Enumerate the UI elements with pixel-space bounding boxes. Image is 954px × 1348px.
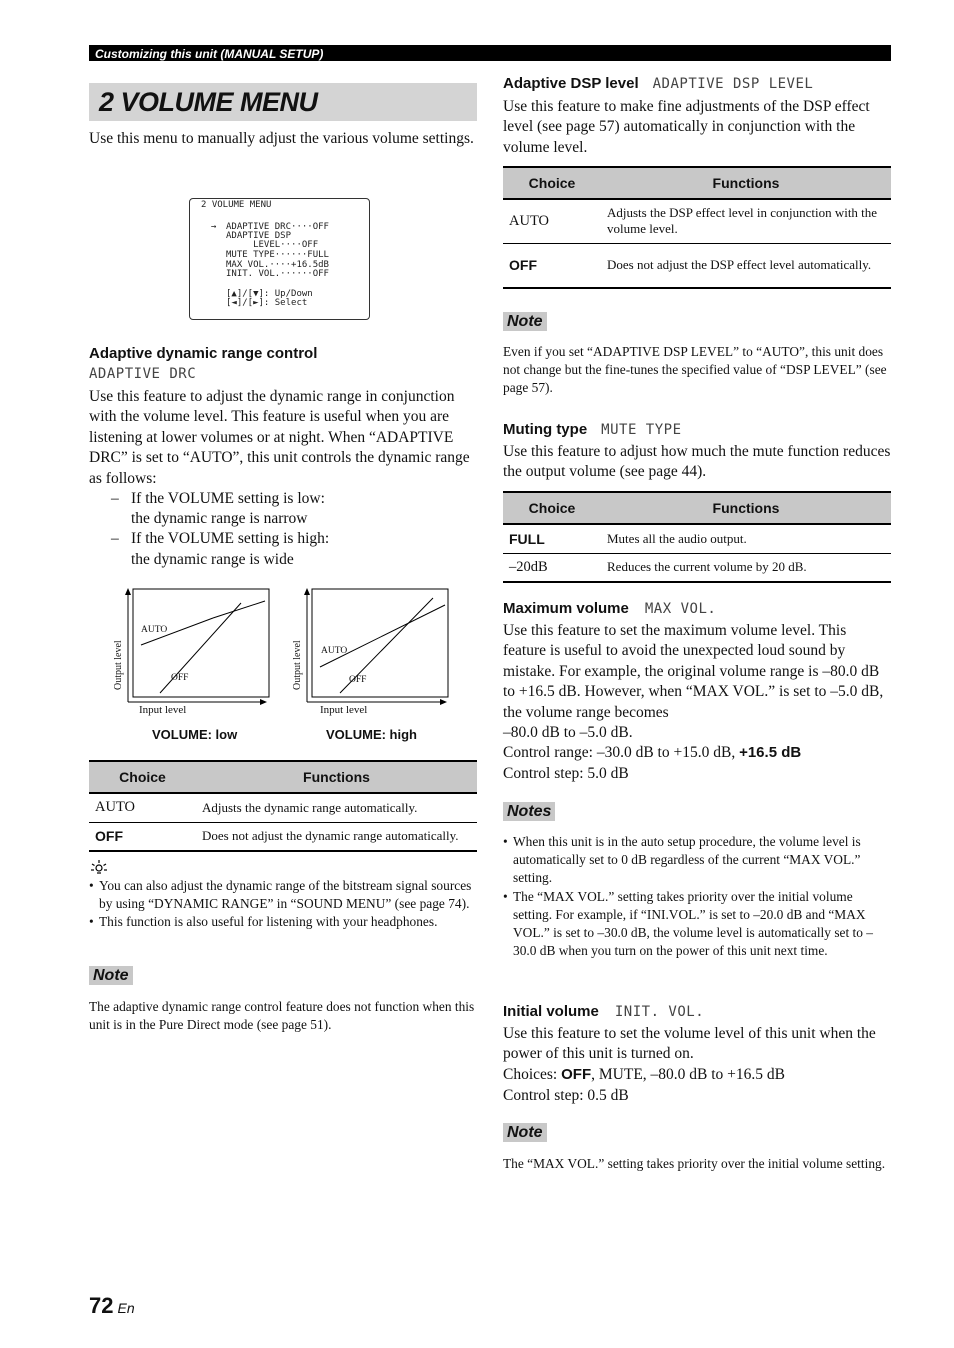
graph-high-xlabel: Input level — [320, 704, 368, 716]
initvol-choices-rest: , MUTE, –80.0 dB to +16.5 dB — [591, 1066, 786, 1083]
table-row — [503, 243, 891, 288]
maxvol-control-step: Control step: 5.0 dB — [503, 765, 629, 782]
table-row — [503, 524, 891, 553]
graph-low-off-label: OFF — [171, 673, 189, 683]
initvol-body: Use this feature to set the volume level of this unit when the power of this unit is turned on. — [503, 1025, 876, 1063]
graph-high-ylabel: Output level — [292, 640, 303, 690]
maxvol-notes-tag-wrap — [503, 802, 555, 822]
table-cell-function: Does not adjust the dynamic range automatically. — [196, 822, 477, 851]
table-cell-choice: OFF — [89, 822, 196, 851]
drc-tips-list — [89, 877, 477, 932]
section-header-text: Customizing this unit (MANUAL SETUP) — [95, 47, 324, 61]
dsp-note-text: Even if you set “ADAPTIVE DSP LEVEL” to “AUTO”, this unit does not change but the fine-tunes the specified value of “DSP LEVEL” (see page 57). — [503, 344, 887, 396]
drc-item2-line2: the dynamic range is wide — [131, 551, 294, 568]
drc-graphs — [105, 585, 475, 720]
mute-heading-row — [503, 421, 682, 439]
drc-lcd-label: ADAPTIVE DRC — [89, 366, 197, 382]
maxvol-heading-row — [503, 600, 716, 618]
graph-high-x-arrow — [440, 699, 447, 705]
graph-high-caption: VOLUME: high — [326, 727, 417, 742]
menu-help-updown: [▲]/[▼]: Up/Down — [226, 289, 313, 299]
table-cell-function: Does not adjust the DSP effect level automatically. — [601, 243, 891, 288]
drc-choice-table — [89, 760, 477, 852]
maxvol-range: –80.0 dB to –5.0 dB. — [503, 724, 633, 741]
dsp-heading: Adaptive DSP level — [503, 75, 639, 92]
table-cell-choice: AUTO — [503, 199, 601, 243]
drc-heading: Adaptive dynamic range control — [89, 345, 318, 362]
graph-low-caption: VOLUME: low — [152, 727, 238, 742]
menu-line: ADAPTIVE DRC····OFF — [226, 222, 329, 232]
maxvol-default-value: +16.5 dB — [739, 744, 802, 761]
list-item: • You can also adjust the dynamic range of the bitstream signal sources by using “DYNAMIC RANGE” in “SOUND MENU” (see page 74). — [89, 877, 477, 913]
list-item: • This function is also useful for listening with your headphones. — [89, 913, 477, 931]
page-footer — [89, 1293, 135, 1319]
drc-item1-line2: the dynamic range is narrow — [131, 510, 308, 527]
intro-text: Use this menu to manually adjust the various volume settings. — [89, 130, 474, 147]
tip-lightbulb-icon — [89, 858, 109, 876]
menu-line: LEVEL····OFF — [226, 240, 319, 250]
maxvol-body: Use this feature to set the maximum volume level. This feature is useful to avoid the unexpected loud sound by mistake. For example, the original volume range is –80.0 dB to +16.5 dB. However, when “MAX VOL.” is set to –5.0 dB, the volume range becomes — [503, 622, 884, 721]
table-cell-function: Mutes all the audio output. — [601, 524, 891, 553]
maxvol-lcd-label: MAX VOL. — [644, 601, 717, 617]
table-cell-function: Reduces the current volume by 20 dB. — [601, 553, 891, 582]
drc-item1-line1: If the VOLUME setting is low: — [131, 490, 325, 507]
table-header-functions: Functions — [601, 167, 891, 199]
table-row — [503, 553, 891, 582]
mute-lcd-label: MUTE TYPE — [601, 422, 682, 438]
table-header-choice: Choice — [89, 761, 196, 793]
initvol-heading-row — [503, 1003, 704, 1021]
initvol-note-label: Note — [503, 1123, 547, 1142]
menu-line: MUTE TYPE······FULL — [226, 250, 329, 260]
dsp-choice-table — [503, 166, 891, 289]
table-row — [89, 793, 477, 822]
graph-low-auto-line2 — [213, 601, 265, 618]
graph-high-auto-line — [320, 605, 445, 667]
table-cell-function: Adjusts the DSP effect level in conjunction with the volume level. — [601, 199, 891, 243]
menu-cursor-icon: → — [211, 222, 217, 232]
graph-low-ylabel: Output level — [113, 640, 124, 690]
drc-dash: – — [111, 490, 119, 507]
maxvol-notes-list — [503, 833, 891, 960]
table-header-functions: Functions — [601, 492, 891, 524]
table-row — [503, 199, 891, 243]
graph-low-frame — [133, 589, 269, 697]
graph-low-x-arrow — [260, 699, 267, 705]
table-cell-function: Adjusts the dynamic range automatically. — [196, 793, 477, 822]
graph-low-y-arrow — [125, 588, 131, 595]
maxvol-heading: Maximum volume — [503, 600, 629, 617]
initvol-choices-row — [503, 1065, 785, 1085]
section-header-bar — [89, 45, 891, 61]
list-item: • When this unit is in the auto setup procedure, the volume level is automatically set to 0 dB regardless of the current “MAX VOL.” setting. — [503, 833, 891, 888]
graph-low-auto-label: AUTO — [141, 625, 168, 635]
initvol-lcd-label: INIT. VOL. — [614, 1004, 705, 1020]
maxvol-control-range: Control range: –30.0 dB to +15.0 dB, — [503, 744, 740, 761]
graph-high-auto-label: AUTO — [321, 646, 348, 656]
menu-line: MAX VOL.····+16.5dB — [226, 260, 329, 270]
table-row — [89, 822, 477, 851]
page-number: 72 — [89, 1293, 114, 1318]
drc-note-text: The adaptive dynamic range control feature does not function when this unit is in the Pure Direct mode (see page 51). — [89, 999, 475, 1033]
list-item: • The “MAX VOL.” setting takes priority over the initial volume setting. For example, if “INI.VOL.” is set to –20.0 dB and “MAX VOL.” is set to –30.0 dB, the volume level is automatically set to –30.0 dB when you turn on the power of this unit next time. — [503, 888, 891, 961]
menu-screen — [189, 198, 370, 320]
drc-item2-line1: If the VOLUME setting is high: — [131, 530, 330, 547]
dsp-body: Use this feature to make fine adjustments of the DSP effect level (see page 57) automatically in conjunction with the volume level. — [503, 98, 870, 156]
drc-body: Use this feature to adjust the dynamic range in conjunction with the volume level. This feature is useful when you are listening at lower volumes or at night. When “ADAPTIVE DRC” is set to “AUTO”, this unit controls the dynamic range as follows: — [89, 388, 470, 487]
initvol-control-step: Control step: 0.5 dB — [503, 1087, 629, 1104]
dsp-note-label: Note — [503, 312, 547, 331]
initvol-default-choice: OFF — [561, 1066, 592, 1083]
page-title-box — [89, 83, 477, 121]
drc-dash: – — [111, 530, 119, 547]
mute-body: Use this feature to adjust how much the mute function reduces the output volume (see page 44). — [503, 443, 891, 481]
table-cell-choice: AUTO — [89, 793, 196, 822]
graph-high-y-arrow — [304, 588, 310, 595]
table-header-functions: Functions — [196, 761, 477, 793]
page-language: En — [117, 1300, 135, 1316]
graph-low-xlabel: Input level — [139, 704, 187, 716]
drc-note-tag-wrap — [89, 966, 133, 986]
mute-choice-table — [503, 491, 891, 583]
mute-heading: Muting type — [503, 421, 588, 438]
maxvol-notes-label: Notes — [503, 802, 555, 821]
graph-high-off-label: OFF — [349, 675, 367, 685]
maxvol-control-range-row — [503, 743, 801, 763]
table-cell-choice: OFF — [503, 243, 601, 288]
initvol-heading: Initial volume — [503, 1003, 599, 1020]
menu-line: INIT. VOL.······OFF — [226, 269, 329, 279]
dsp-note-tag-wrap — [503, 312, 547, 332]
table-header-choice: Choice — [503, 492, 601, 524]
initvol-note-text: The “MAX VOL.” setting takes priority over the initial volume setting. — [503, 1156, 886, 1171]
initvol-note-tag-wrap — [503, 1123, 547, 1143]
initvol-choices-prefix: Choices: — [503, 1066, 562, 1083]
menu-line: ADAPTIVE DSP — [226, 231, 292, 241]
table-cell-choice: FULL — [503, 524, 601, 553]
dsp-heading-row — [503, 75, 813, 93]
drc-note-label: Note — [89, 966, 133, 985]
graph-high-frame — [312, 589, 448, 697]
table-cell-choice: –20dB — [503, 553, 601, 582]
table-header-choice: Choice — [503, 167, 601, 199]
page-title: 2 VOLUME MENU — [99, 87, 318, 117]
dsp-lcd-label: ADAPTIVE DSP LEVEL — [652, 76, 814, 92]
menu-screen-title: 2 VOLUME MENU — [201, 200, 272, 210]
menu-help-select: [◄]/[►]: Select — [226, 298, 308, 308]
